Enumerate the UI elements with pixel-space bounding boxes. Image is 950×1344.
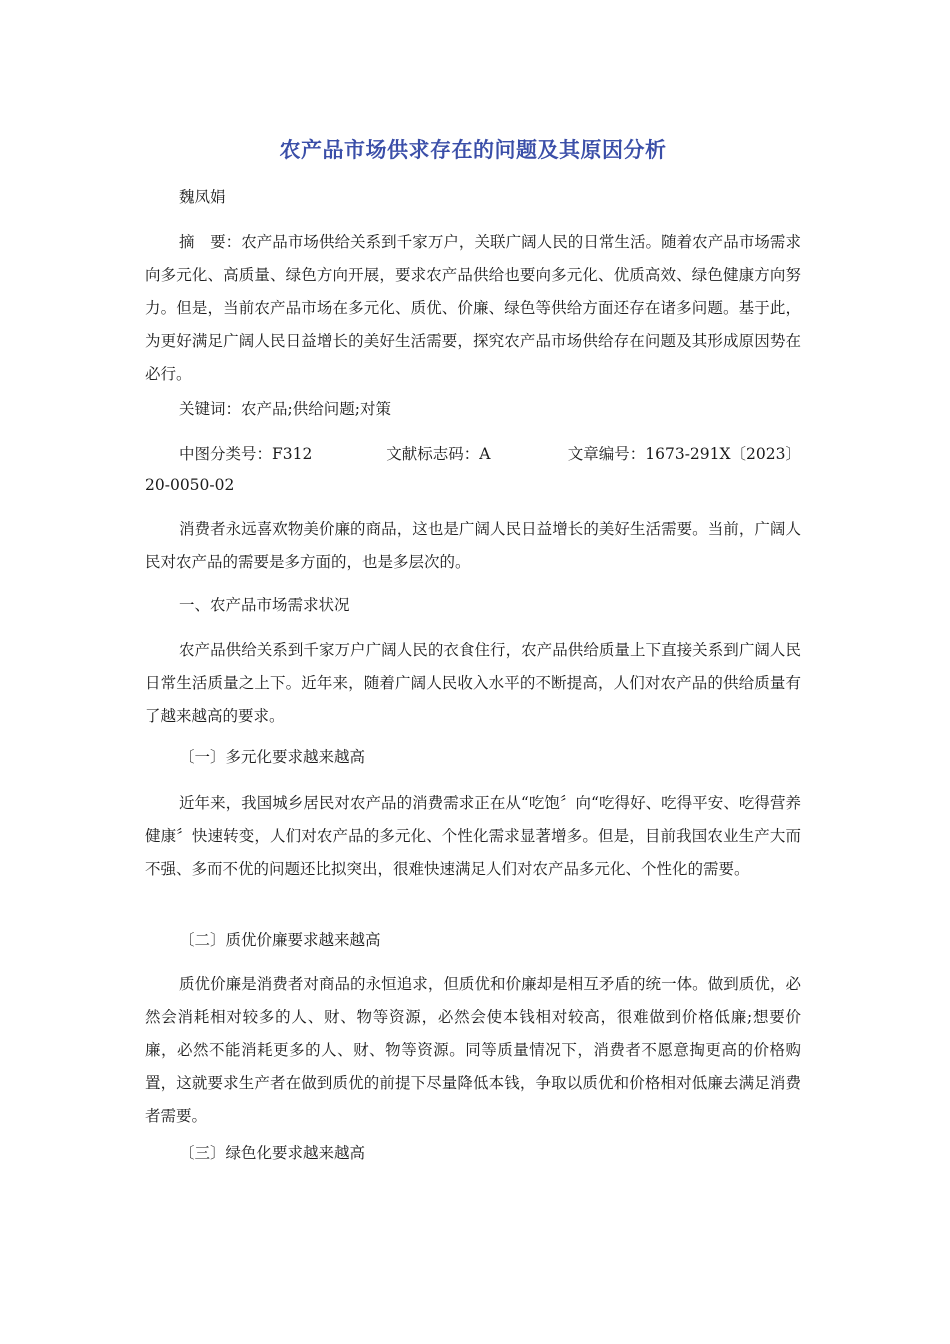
- abstract: 摘 要：农产品市场供给关系到千家万户，关联广阔人民的日常生活。随着农产品市场需求向多元化、高质量、绿色方向开展，要求农产品供给也要向多元化、优质高效、绿色健康方向努力。但是，当前农产品市场在多元化、质优、价廉、绿色等供给方面还存在诸多问题。基于此，为更好满足广阔人民日益增长的美好生活需要，探究农产品市场供给存在问题及其形成原因势在必行。: [145, 233, 801, 383]
- article-number: 文章编号：1673-291X〔2023〕: [567, 445, 801, 463]
- keywords: 关键词：农产品;供给问题;对策: [179, 400, 391, 418]
- subsection-heading-1: 〔一〕多元化要求越来越高: [179, 748, 366, 766]
- author-name: 魏凤娟: [179, 188, 226, 206]
- document-code: 文献标志码：A: [386, 445, 491, 463]
- article-number-continued: 20-0050-02: [145, 476, 235, 494]
- subsection-2-paragraph: 质优价廉是消费者对商品的永恒追求，但质优和价廉却是相互矛盾的统一体。做到质优，必然会消耗相对较多的人、财、物等资源，必然会使本钱相对较高，很难做到价格低廉;想要价廉，必然不能消耗更多的人、财、物等资源。同等质量情况下，消费者不愿意掏更高的价格购置，这就要求生产者在做到质优的前提下尽量降低本钱，争取以质优和价格相对低廉去满足消费者需要。: [145, 975, 801, 1125]
- intro-paragraph: 消费者永远喜欢物美价廉的商品，这也是广阔人民日益增长的美好生活需要。当前，广阔人民对农产品的需要是多方面的，也是多层次的。: [145, 520, 801, 571]
- section-1-paragraph: 农产品供给关系到千家万户广阔人民的衣食住行，农产品供给质量上下直接关系到广阔人民日常生活质量之上下。近年来，随着广阔人民收入水平的不断提高，人们对农产品的供给质量有了越来越高的要求。: [145, 641, 801, 725]
- section-heading-1: 一、农产品市场需求状况: [179, 596, 350, 614]
- paper-title: 农产品市场供求存在的问题及其原因分析: [279, 138, 667, 162]
- clc-number: 中图分类号：F312: [179, 445, 313, 463]
- subsection-1-paragraph: 近年来，我国城乡居民对农产品的消费需求正在从“吃饱〞向“吃得好、吃得平安、吃得营养健康〞快速转变，人们对农产品的多元化、个性化需求显著增多。但是，目前我国农业生产大而不强、多而不优的问题还比拟突出，很难快速满足人们对农产品多元化、个性化的需要。: [145, 794, 801, 878]
- subsection-heading-2: 〔二〕质优价廉要求越来越高: [179, 931, 381, 949]
- classification-row: [145, 438, 801, 471]
- subsection-heading-3: 〔三〕绿色化要求越来越高: [179, 1144, 366, 1162]
